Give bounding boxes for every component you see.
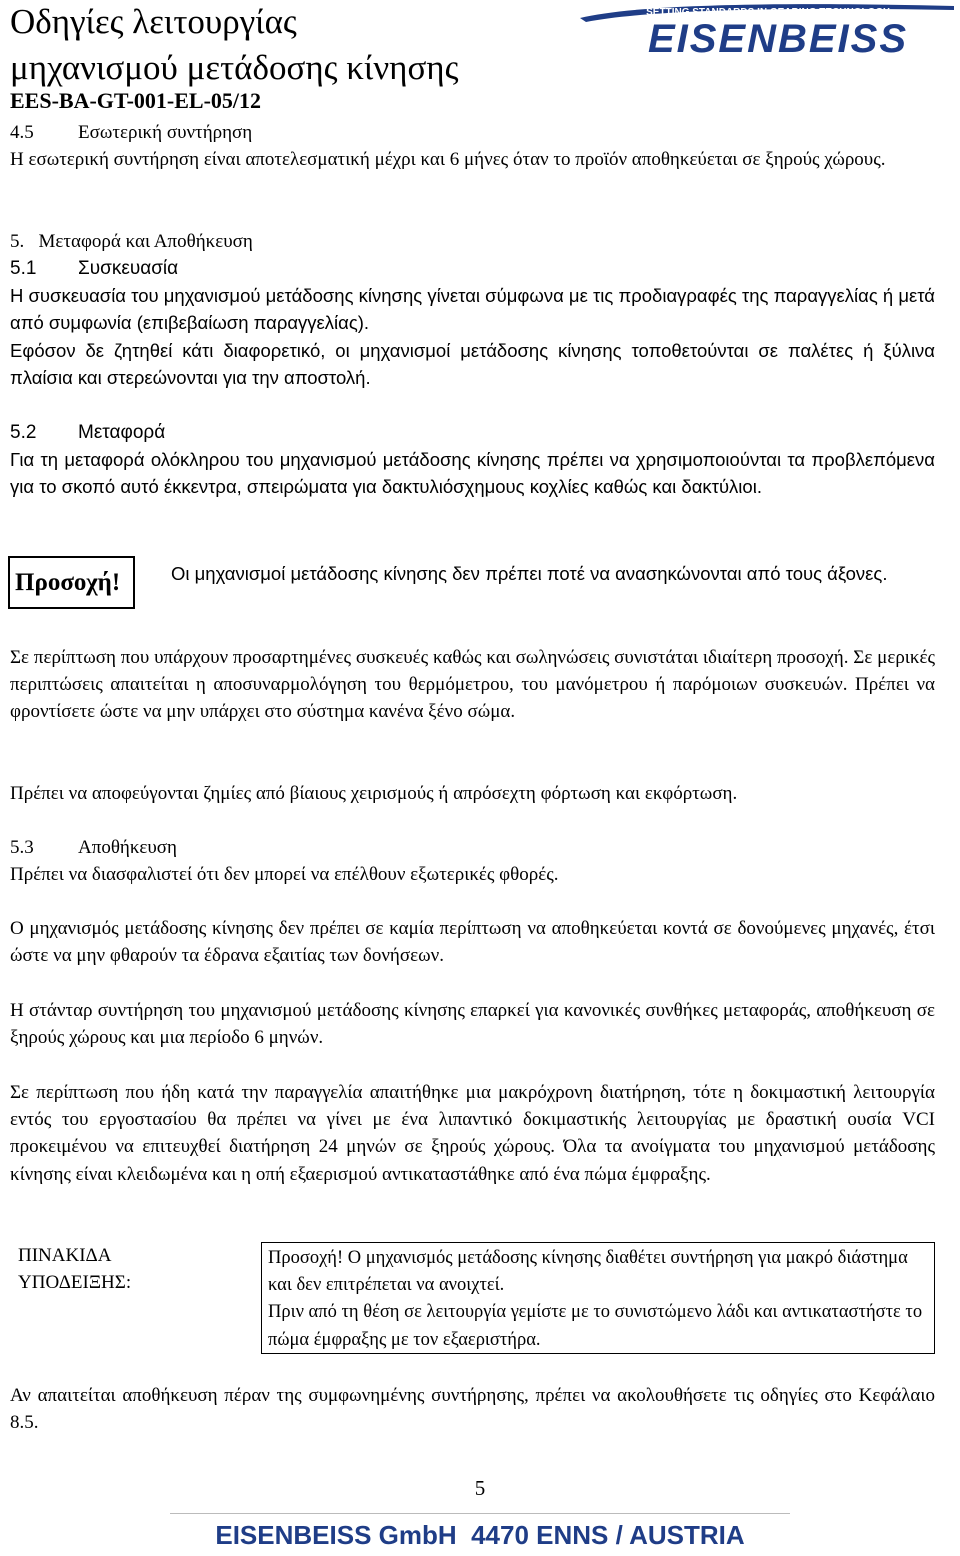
section-5-1-heading bbox=[10, 255, 178, 282]
section-5-3-heading bbox=[10, 834, 177, 861]
section-title: Αποθήκευση bbox=[78, 837, 177, 858]
section-5-3-text1: Πρέπει να διασφαλιστεί ότι δεν μπορεί να επέλθουν εξωτερικές φθορές. bbox=[10, 864, 559, 885]
note-text1: Προσοχή! Ο μηχανισμός μετάδοσης κίνησης διαθέτει συντήρηση για μακρό διάστημα και δεν επιτρέπεται να ανοιχτεί. bbox=[268, 1248, 908, 1296]
section-5-2-heading bbox=[10, 419, 165, 446]
footer-divider bbox=[170, 1513, 790, 1514]
document-title-line2: μηχανισμού μετάδοσης κίνησης bbox=[10, 48, 459, 87]
section-title: Εσωτερική συντήρηση bbox=[78, 122, 253, 143]
closing-text: Αν απαιτείται αποθήκευση πέραν της συμφωνημένης συντήρησης, πρέπει να ακολουθήσετε τις οδηγίες στο Κεφάλαιο 8.5. bbox=[10, 1385, 935, 1434]
note-label-line1: ΠΙΝΑΚΙΔΑ bbox=[18, 1245, 112, 1266]
section-5-2-text: Για τη μεταφορά ολόκληρου του μηχανισμού μετάδοσης κίνησης πρέπει να χρησιμοποιούνται τα προβλεπόμενα για το σκοπό αυτό έκκεντρα, σπειρώματα για δακτυλιόσχημους κοχλίες καθώς και δακτύλιοι. bbox=[10, 449, 935, 498]
attention-text: Οι μηχανισμοί μετάδοσης κίνησης δεν πρέπει ποτέ να ανασηκώνονται από τους άξονες. bbox=[171, 563, 888, 584]
eisenbeiss-logo bbox=[578, 0, 958, 58]
section-4-5-heading bbox=[10, 119, 252, 146]
section-title: Μεταφορά bbox=[78, 422, 166, 443]
section-4-5-text: Η εσωτερική συντήρηση είναι αποτελεσματική μέχρι και 6 μήνες όταν το προϊόν αποθηκεύεται σε ξηρούς χώρους. bbox=[10, 149, 886, 170]
note-label-line2: ΥΠΟΔΕΙΞΗΣ: bbox=[18, 1272, 132, 1294]
section-number: 5.2 bbox=[10, 422, 37, 443]
document-id: EES-BA-GT-001-EL-05/12 bbox=[10, 88, 262, 113]
note-label bbox=[18, 1242, 131, 1296]
section-5-3-text2: Ο μηχανισμός μετάδοσης κίνησης δεν πρέπει σε καμία περίπτωση να αποθηκεύεται κοντά σε δονούμενες μηχανές, έτσι ώστε να μην φθαρούν τα έδρανα εξαιτίας των δονήσεων. bbox=[10, 918, 935, 967]
section-5-3-text4: Σε περίπτωση που ήδη κατά την παραγγελία απαιτήθηκε μια μακρόχρονη διατήρηση, τότε η δοκιμαστική λειτουργία εντός του εργοστασίου θα πρέπει να γίνει με ένα λιπαντικό δοκιμαστικής λειτουργίας με δραστική ουσία VCI προκειμένου να επιτευχθεί διατήρηση 24 μηνών σε ξηρούς χώρους. Όλα τα ανοίγματα του μηχανισμού μετάδοσης κίνησης είναι κλειδωμένα και η οπή εξαερισμού αντικαταστάθηκε από ένα πώμα έμφραξης. bbox=[10, 1082, 935, 1185]
section-number: 5.1 bbox=[10, 258, 37, 279]
footer-text: EISENBEISS GmbH 4470 ENNS / AUSTRIA bbox=[215, 1520, 745, 1550]
eisenbeiss-logo-graphic bbox=[578, 0, 958, 58]
logo-tagline: SETTING STANDARDS IN GEARING TECHNOLOGY bbox=[646, 7, 890, 18]
note-text2: Πριν από τη θέση σε λειτουργία γεμίστε με το συνιστώμενο λάδι και αντικαταστήστε το πώμα έμφραξης με τον εξαεριστήρα. bbox=[268, 1302, 923, 1350]
section-5-1-text2: Εφόσον δε ζητηθεί κάτι διαφορετικό, οι μηχανισμοί μετάδοσης κίνησης τοποθετούνται σε παλέτες ή ξύλινα πλαίσια και στερεώνονται για την αποστολή. bbox=[10, 340, 935, 389]
attention-label-box: Προσοχή! bbox=[8, 556, 135, 609]
section-number: 4.5 bbox=[10, 122, 34, 143]
section-5-2-para2: Σε περίπτωση που υπάρχουν προσαρτημένες συσκευές καθώς και σωληνώσεις συνιστάται ιδιαίτερη προσοχή. Σε μερικές περιπτώσεις απαιτείται η αποσυναρμολόγηση του θερμόμετρου, του μανόμετρου ή παρόμοιων συσκευών. Πρέπει να φροντίσετε ώστε να μην υπάρχει στο σύστημα κανένα ξένο σώμα. bbox=[10, 647, 935, 723]
note-box bbox=[261, 1242, 935, 1354]
section-number: 5.3 bbox=[10, 837, 34, 858]
page-number: 5 bbox=[474, 1476, 486, 1500]
section-5-3-text3: Η στάνταρ συντήρηση του μηχανισμού μετάδοσης κίνησης επαρκεί για κανονικές συνθήκες μεταφοράς, αποθήκευση σε ξηρούς χώρους και μια περίοδο 6 μηνών. bbox=[10, 1000, 935, 1049]
logo-wordmark: EISENBEISS bbox=[647, 17, 909, 58]
document-title-line1: Οδηγίες λειτουργίας bbox=[10, 2, 297, 41]
section-5-2-para3: Πρέπει να αποφεύγονται ζημίες από βίαιους χειρισμούς ή απρόσεχτη φόρτωση και εκφόρτωση. bbox=[10, 783, 738, 804]
section-5-heading: 5. Μεταφορά και Αποθήκευση bbox=[10, 231, 253, 252]
section-title: Συσκευασία bbox=[78, 258, 179, 279]
section-5-1-text1: Η συσκευασία του μηχανισμού μετάδοσης κίνησης γίνεται σύμφωνα με τις προδιαγραφές της παραγγελίας ή μετά από συμφωνία (επιβεβαίωση παραγγελίας). bbox=[10, 285, 935, 334]
